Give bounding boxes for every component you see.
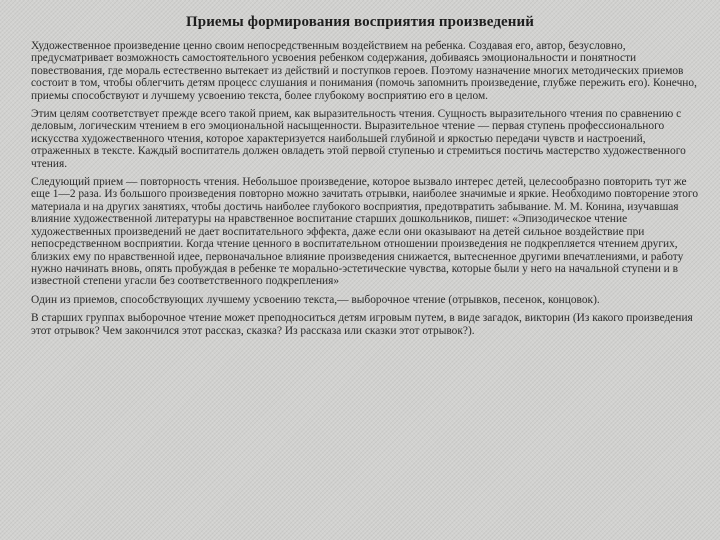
slide-title: Приемы формирования восприятия произведений xyxy=(185,14,535,30)
slide-body xyxy=(31,40,699,343)
paragraph-repeated-reading: Следующий прием — повторность чтения. Небольшое произведение, которое вызвало интерес детей, целесообразно повторить тут же еще 1—2 раза. Из большого произведения повторно можно зачитать отрывки, наиболее значимые и яркие. Необходимо повторение этого материала и на других занятиях, чтобы достичь наиболее глубокого восприятия, предотвратить забывание. М. М. Конина, изучавшая влияние художественной литературы на нравственное воспитание старших дошкольников, пишет: «Эпизодическое чтение художественных произведений не дает воспитательного эффекта, даже если они оказывают на детей сильное воздействие при непосредственном восприятии. Когда чтение ценного в воспитательном отношении произведения не подкрепляется чтением других, близких ему по нравственной идее, первоначальное влияние произведения снижается, вытесненное другими впечатлениями, и работу нужно начинать вновь, опять пробуждая в ребенке те морально-эстетические чувства, которые были у него на начальной ступени и в известной степени угасли без соответственного подкрепления» xyxy=(31,176,699,288)
paragraph-intro: Художественное произведение ценно своим непосредственным воздействием на ребенка. Создавая его, автор, безусловно, предусматривает возможность самостоятельного усвоения ребенком содержания, добиваясь эмоциональности и понятности повествования, где мораль естественно вытекает из действий и поступков героев. Поэтому назначение многих методических приемов состоит в том, чтобы облегчить детям процесс слушания и понимания (помочь запомнить произведение, глубже пережить его). Конечно, приемы способствуют и лучшему усвоению текста, более глубокому восприятию его в целом. xyxy=(31,40,697,102)
paragraph-selective-reading: Один из приемов, способствующих лучшему усвоению текста,— выборочное чтение (отрывков, песенок, концовок). xyxy=(31,293,600,306)
paragraph-senior-groups: В старших группах выборочное чтение может преподноситься детям игровым путем, в виде загадок, викторин (Из какого произведения этот отрывок? Чем закончился этот рассказ, сказка? Из рассказа или сказки этот отрывок?). xyxy=(31,312,693,337)
paragraph-expressive-reading: Этим целям соответствует прежде всего такой прием, как выразительность чтения. Сущность выразительного чтения по сравнению с деловым, логическим чтением в его эмоциональной насыщенности. Выразительное чтение — первая ступень профессионального искусства художественного чтения, которое характеризуется наибольшей глубиной и яркостью передачи чувств и настроений, отраженных в тексте. Каждый воспитатель должен овладеть этой первой ступенью и стремиться постичь мастерство художественного чтения. xyxy=(31,108,686,170)
